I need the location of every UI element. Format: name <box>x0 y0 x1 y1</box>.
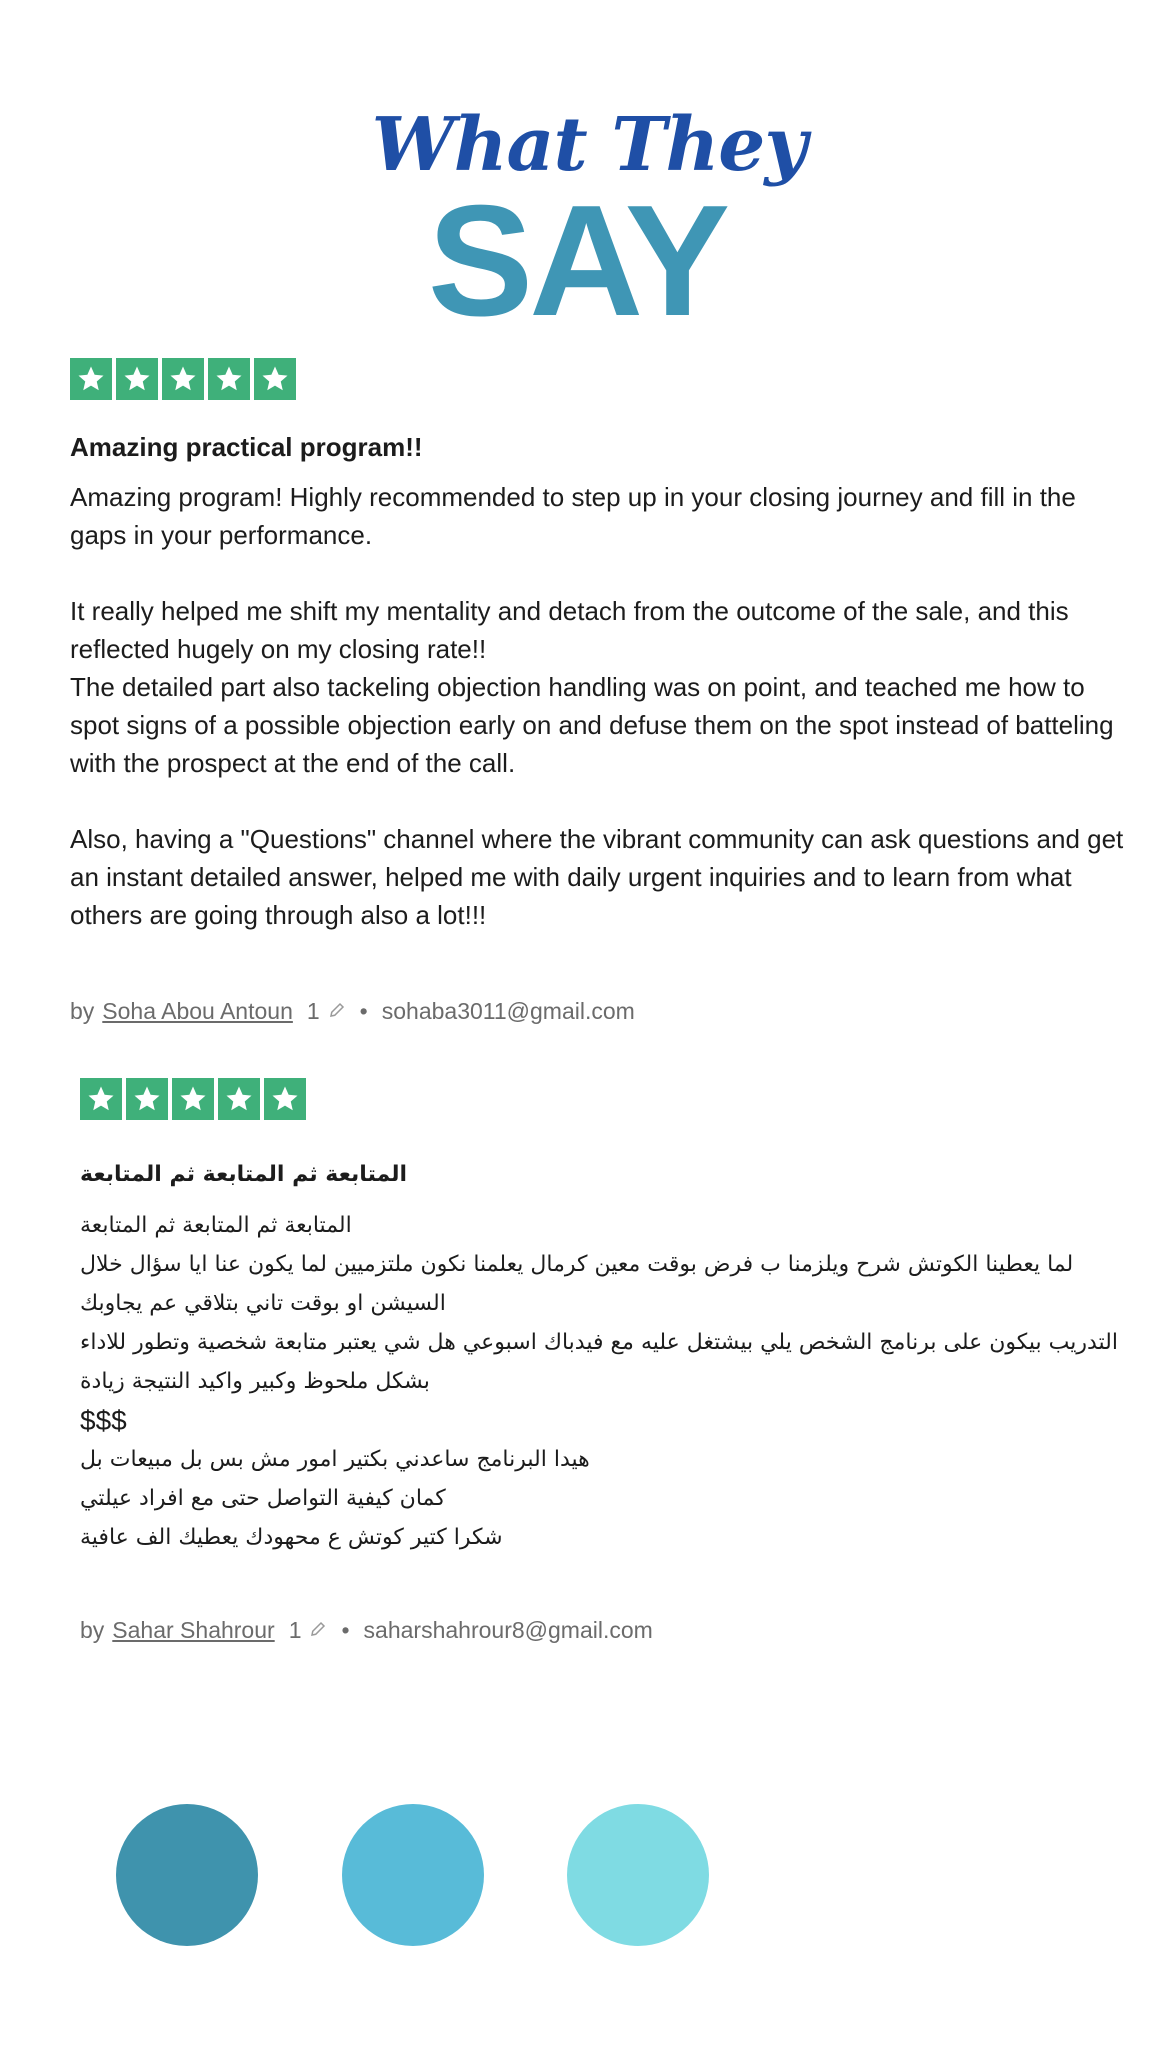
review-body <box>70 478 1130 934</box>
star-rating <box>70 358 1130 400</box>
review-paragraph: It really helped me shift my mentality and detach from the outcome of the sale, and this reflected hugely on my closing rate!! <box>70 596 1069 664</box>
review-count: 1 <box>306 998 320 1024</box>
star-icon <box>208 358 250 400</box>
by-label: by <box>80 1617 105 1643</box>
review-paragraph: The detailed part also tackeling objection handling was on point, and teached me how to spot signs of a possible objection early on and defuse them on the spot instead of batteling with the prospect at the end of the call. <box>70 672 1114 778</box>
star-icon <box>116 358 158 400</box>
decorative-circle <box>116 1804 258 1946</box>
star-icon <box>172 1078 214 1120</box>
review-paragraph: Amazing program! Highly recommended to step up in your closing journey and fill in the gaps in your performance. <box>70 482 1076 550</box>
review-paragraph: كمان كيفية التواصل حتى مع افراد عيلتي <box>80 1486 446 1511</box>
decorative-circle <box>342 1804 484 1946</box>
star-icon <box>162 358 204 400</box>
heading-big-text: SAY <box>427 173 727 349</box>
review-title: Amazing practical program!! <box>70 432 423 462</box>
decorative-circle <box>567 1804 709 1946</box>
star-icon <box>70 358 112 400</box>
review-count: 1 <box>288 1617 302 1643</box>
review-byline <box>70 998 1130 1025</box>
star-icon <box>126 1078 168 1120</box>
review-paragraph: التدريب بيكون على برنامج الشخص يلي بيشتغل عليه مع فيدباك اسبوعي هل شي يعتبر متابعة شخصية وتطور للاداء بشكل ملحوظ وكبير واكيد النتيجة زيادة <box>80 1330 1118 1394</box>
review-paragraph: المتابعة ثم المتابعة ثم المتابعة <box>80 1213 352 1238</box>
author-email: saharshahrour8@gmail.com <box>363 1617 653 1643</box>
author-link[interactable]: Soha Abou Antoun <box>102 998 293 1024</box>
review-body <box>80 1206 1132 1557</box>
review-card <box>70 358 1130 1025</box>
review-paragraph: هيدا البرنامج ساعدني بكتير امور مش بس بل مبيعات بل <box>80 1447 590 1472</box>
heading-script-text: What They <box>371 102 807 188</box>
review-paragraph: $$$ <box>80 1405 127 1436</box>
star-rating <box>80 1078 1140 1120</box>
review-paragraph: لما يعطينا الكوتش شرح ويلزمنا ب فرض بوقت معين كرمال يعلمنا نكون ملتزميين لما يكون عنا ايا سؤال خلال السيشن او بوقت تاني بتلاقي عم يجاوبك <box>80 1252 1074 1316</box>
star-icon <box>218 1078 260 1120</box>
pencil-icon <box>309 1617 327 1644</box>
separator-dot: • <box>359 998 368 1024</box>
star-icon <box>254 358 296 400</box>
review-title: المتابعة ثم المتابعة ثم المتابعة <box>80 1162 408 1187</box>
author-email: sohaba3011@gmail.com <box>381 998 635 1024</box>
separator-dot: • <box>341 1617 350 1643</box>
review-byline <box>80 1617 1140 1644</box>
by-label: by <box>70 998 95 1024</box>
review-paragraph: Also, having a "Questions" channel where the vibrant community can ask questions and get an instant detailed answer, helped me with daily urgent inquiries and to learn from what others are going through also a lot!!! <box>70 824 1124 930</box>
star-icon <box>264 1078 306 1120</box>
star-icon <box>80 1078 122 1120</box>
section-heading <box>0 100 1170 349</box>
review-card <box>80 1078 1140 1644</box>
pencil-icon <box>328 998 346 1025</box>
author-link[interactable]: Sahar Shahrour <box>112 1617 275 1643</box>
review-paragraph: شكرا كتير كوتش ع محهودك يعطيك الف عافية <box>80 1525 503 1550</box>
